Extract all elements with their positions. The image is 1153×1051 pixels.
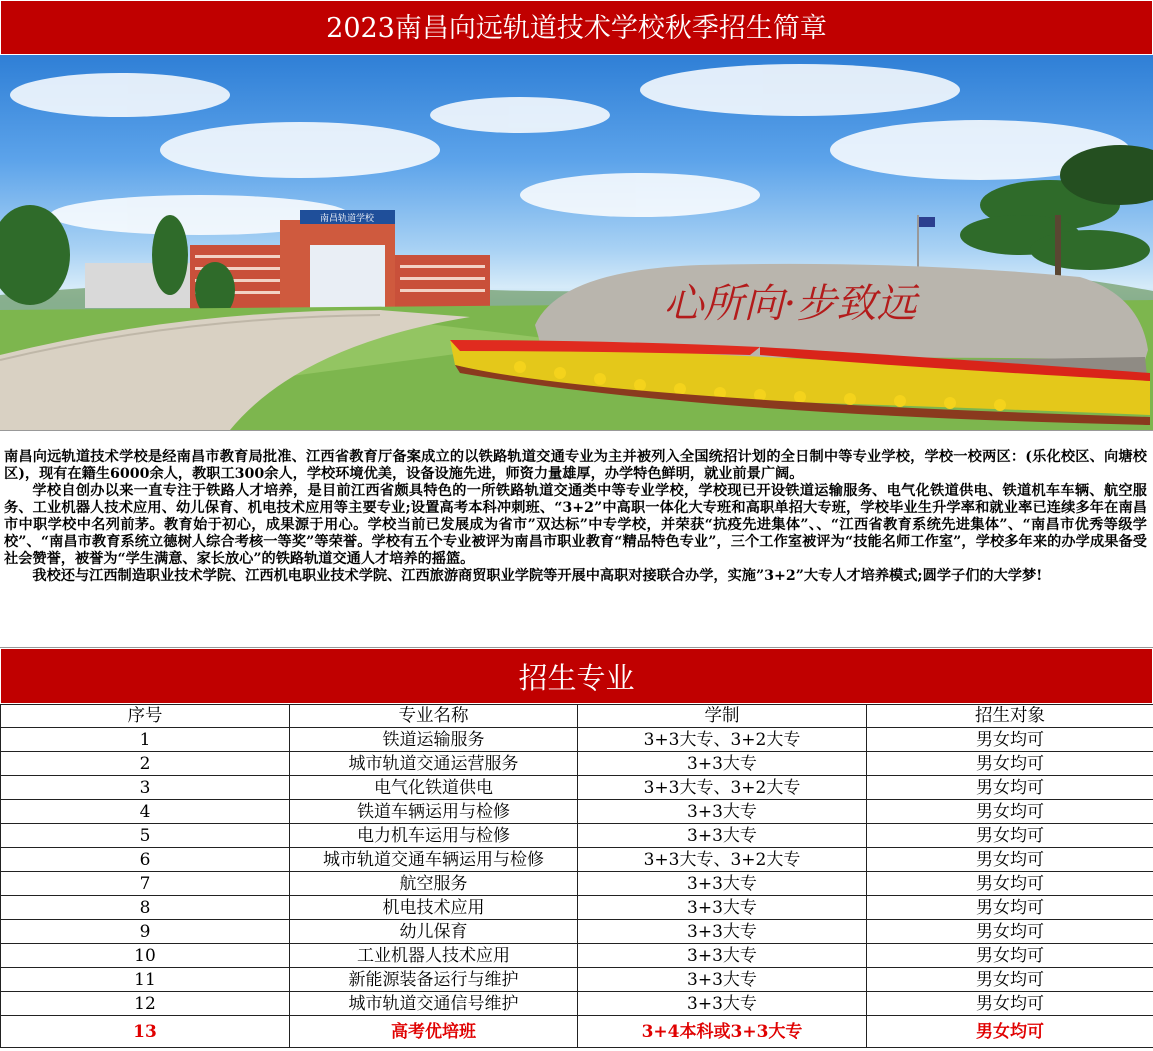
cell-target: 男女均可 xyxy=(867,920,1153,944)
rock-inscription-text: 心所向·步致远 xyxy=(663,281,917,327)
cell-index: 8 xyxy=(1,896,290,920)
cell-target: 男女均可 xyxy=(867,896,1153,920)
table-row xyxy=(1,968,1153,992)
table-row xyxy=(1,992,1153,1016)
table-row-highlight xyxy=(1,1016,1153,1048)
cell-major-name: 机电技术应用 xyxy=(290,896,578,920)
header-index: 序号 xyxy=(1,705,290,728)
majors-section-banner xyxy=(0,648,1153,704)
cell-target: 男女均可 xyxy=(867,992,1153,1016)
cell-index: 5 xyxy=(1,824,290,848)
cell-program: 3+3大专、3+2大专 xyxy=(578,776,867,800)
cell-index: 4 xyxy=(1,800,290,824)
cell-program: 3+3大专、3+2大专 xyxy=(578,728,867,752)
table-header-row xyxy=(1,705,1153,728)
table-row xyxy=(1,800,1153,824)
cell-major-name: 电气化铁道供电 xyxy=(290,776,578,800)
cell-target: 男女均可 xyxy=(867,752,1153,776)
cell-index: 3 xyxy=(1,776,290,800)
cell-target: 男女均可 xyxy=(867,776,1153,800)
cell-program: 3+3大专 xyxy=(578,824,867,848)
page-title: 2023南昌向远轨道技术学校秋季招生简章 xyxy=(326,13,827,44)
cell-major-name: 电力机车运用与检修 xyxy=(290,824,578,848)
cell-major-name: 工业机器人技术应用 xyxy=(290,944,578,968)
cell-target: 男女均可 xyxy=(867,728,1153,752)
cell-program: 3+3大专 xyxy=(578,752,867,776)
header-major-name: 专业名称 xyxy=(290,705,578,728)
cell-major-name: 城市轨道交通信号维护 xyxy=(290,992,578,1016)
cell-program: 3+3大专 xyxy=(578,920,867,944)
table-row xyxy=(1,752,1153,776)
header-program: 学制 xyxy=(578,705,867,728)
table-row xyxy=(1,944,1153,968)
majors-section-title: 招生专业 xyxy=(518,661,635,695)
cell-index: 10 xyxy=(1,944,290,968)
cell-target: 男女均可 xyxy=(867,968,1153,992)
cell-index: 13 xyxy=(1,1016,290,1048)
cell-program: 3+3大专 xyxy=(578,800,867,824)
majors-table xyxy=(0,704,1153,1048)
cell-major-name: 城市轨道交通运营服务 xyxy=(290,752,578,776)
cell-target: 男女均可 xyxy=(867,848,1153,872)
cell-index: 9 xyxy=(1,920,290,944)
cell-program: 3+3大专 xyxy=(578,872,867,896)
intro-paragraph: 我校还与江西制造职业技术学院、江西机电职业技术学院、江西旅游商贸职业学院等开展中高职对接联合办学，实施”3+2”大专人才培养模式;圆学子们的大学梦! xyxy=(32,568,1043,584)
cell-major-name: 航空服务 xyxy=(290,872,578,896)
cell-index: 11 xyxy=(1,968,290,992)
building-sign-text: 南昌轨道学校 xyxy=(319,214,375,224)
cell-major-name: 铁道车辆运用与检修 xyxy=(290,800,578,824)
clouds xyxy=(10,64,1130,235)
cell-program: 3+3大专 xyxy=(578,896,867,920)
table-row xyxy=(1,872,1153,896)
cell-program: 3+3大专 xyxy=(578,992,867,1016)
cell-target: 男女均可 xyxy=(867,872,1153,896)
cell-program: 3+4本科或3+3大专 xyxy=(578,1016,867,1048)
cell-index: 2 xyxy=(1,752,290,776)
cell-major-name: 幼儿保育 xyxy=(290,920,578,944)
page-title-banner xyxy=(0,0,1153,55)
cell-program: 3+3大专 xyxy=(578,968,867,992)
cell-index: 6 xyxy=(1,848,290,872)
table-row xyxy=(1,848,1153,872)
cell-target: 男女均可 xyxy=(867,824,1153,848)
cell-index: 12 xyxy=(1,992,290,1016)
cell-program: 3+3大专 xyxy=(578,944,867,968)
cell-target: 男女均可 xyxy=(867,944,1153,968)
cell-index: 7 xyxy=(1,872,290,896)
intro-paragraph: 南昌向远轨道技术学校是经南昌市教育局批准、江西省教育厅备案成立的以铁路轨道交通专业为主并被列入全国统招计划的全日制中等专业学校，学校一校两区：(乐化校区、向塘校区)，现有在籍生6000余人，教职工300余人，学校环境优美，设备设施先进，师资力量雄厚，办学特色鲜明，就业前景广阔。 xyxy=(4,449,1147,482)
school-introduction xyxy=(0,430,1153,648)
table-row xyxy=(1,920,1153,944)
table-row xyxy=(1,896,1153,920)
cell-major-name: 铁道运输服务 xyxy=(290,728,578,752)
header-target: 招生对象 xyxy=(867,705,1153,728)
campus-photo xyxy=(0,55,1153,430)
cell-index: 1 xyxy=(1,728,290,752)
cell-major-name: 城市轨道交通车辆运用与检修 xyxy=(290,848,578,872)
cell-major-name: 新能源装备运行与维护 xyxy=(290,968,578,992)
cell-major-name: 高考优培班 xyxy=(290,1016,578,1048)
table-row xyxy=(1,824,1153,848)
table-row xyxy=(1,776,1153,800)
cell-program: 3+3大专、3+2大专 xyxy=(578,848,867,872)
cell-target: 男女均可 xyxy=(867,800,1153,824)
intro-paragraph: 学校自创办以来一直专注于铁路人才培养，是目前江西省颇具特色的一所铁路轨道交通类中等专业学校，学校现已开设铁道运输服务、电气化铁道供电、铁道机车车辆、航空服务、工业机器人技术应用、幼儿保育、机电技术应用等主要专业;设置高考本科冲刺班、“3+2”中高职一体化大专班和高职单招大专班，学校毕业生升学率和就业率已连续多年在南昌市中职学校中名列前茅。教育始于初心，成果源于用心。学校当前已发展成为省市”双达标”中专学校，并荣获“抗疫先进集体”、、“江西省教育系统先进集体”、“南昌市优秀等级学校”、“南昌市教育系统立德树人综合考核一等奖”等荣誉。学校有五个专业被评为南昌市职业教育“精品特色专业”，三个工作室被评为“技能名师工作室”，学校多年来的办学成果备受社会赞誉，被誉为“学生满意、家长放心”的铁路轨道交通人才培养的摇篮。 xyxy=(4,483,1147,567)
cell-target: 男女均可 xyxy=(867,1016,1153,1048)
table-row xyxy=(1,728,1153,752)
